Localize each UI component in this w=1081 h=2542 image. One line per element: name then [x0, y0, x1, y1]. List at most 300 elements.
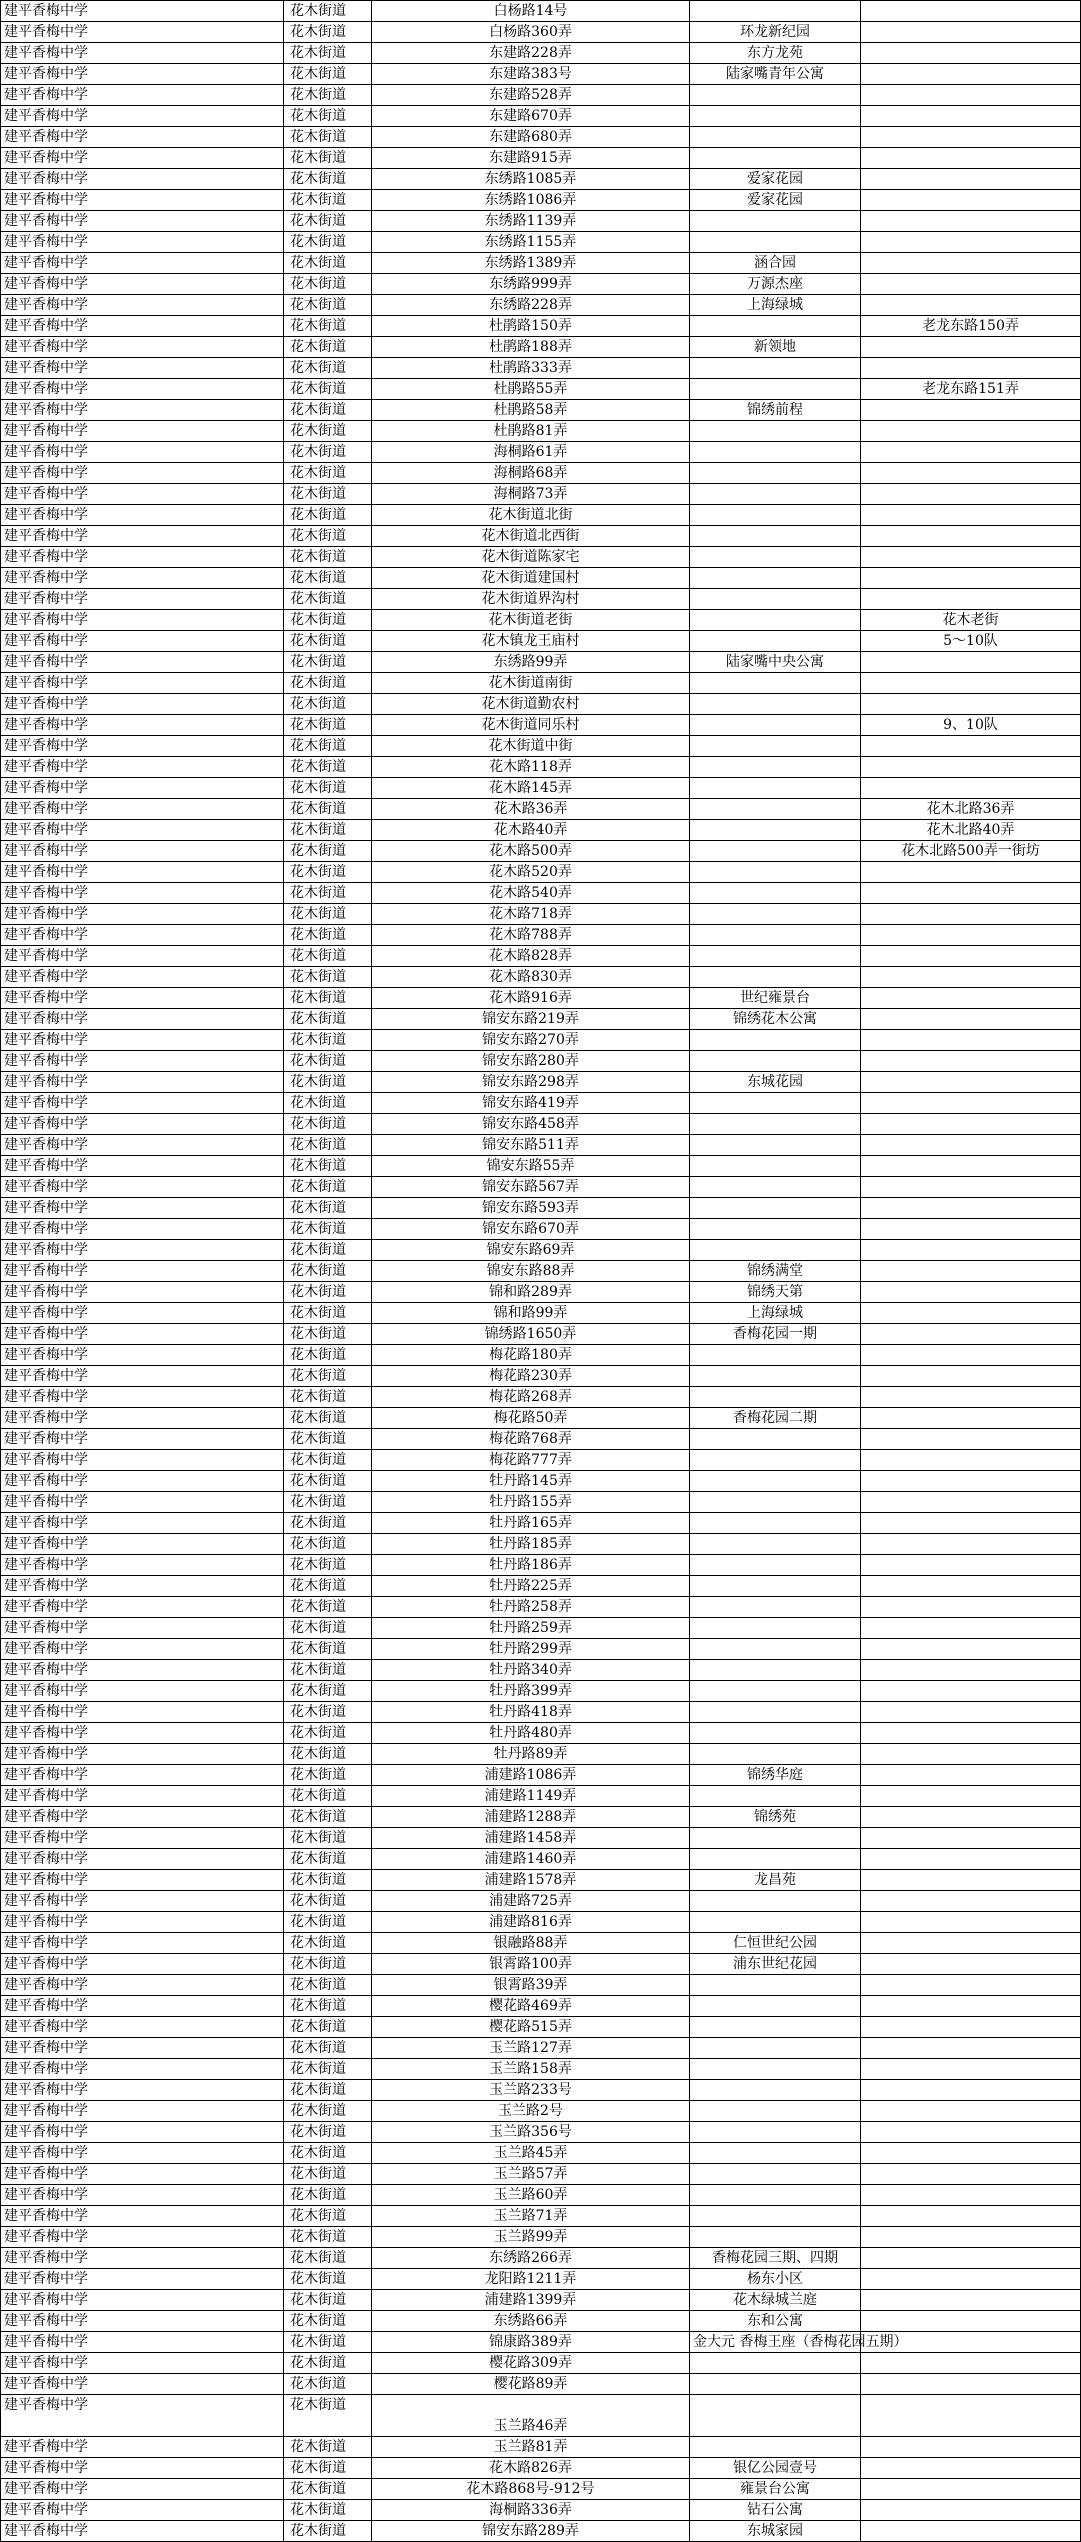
- table-row: [1, 211, 1081, 232]
- alias-cell: [861, 547, 1081, 568]
- street-cell: 花木街道: [284, 1639, 372, 1660]
- school-cell: 建平香梅中学: [1, 232, 284, 253]
- school-cell: 建平香梅中学: [1, 169, 284, 190]
- street-cell: 花木街道: [284, 652, 372, 673]
- street-cell: 花木街道: [284, 2374, 372, 2395]
- alias-cell: [861, 64, 1081, 85]
- address-cell: 牡丹路340弄: [372, 1660, 690, 1681]
- school-cell: 建平香梅中学: [1, 463, 284, 484]
- table-row: [1, 1408, 1081, 1429]
- school-cell: 建平香梅中学: [1, 1114, 284, 1135]
- alias-cell: [861, 2101, 1081, 2122]
- address-cell: 牡丹路258弄: [372, 1597, 690, 1618]
- address-cell: 玉兰路127弄: [372, 2038, 690, 2059]
- address-cell: 牡丹路89弄: [372, 1744, 690, 1765]
- table-row: [1, 2017, 1081, 2038]
- community-cell: [690, 715, 861, 736]
- table-row: [1, 2038, 1081, 2059]
- community-cell: 香梅花园二期: [690, 1408, 861, 1429]
- school-cell: 建平香梅中学: [1, 1891, 284, 1912]
- community-cell: [690, 568, 861, 589]
- address-cell: 玉兰路71弄: [372, 2206, 690, 2227]
- alias-cell: [861, 1807, 1081, 1828]
- table-row: [1, 1324, 1081, 1345]
- community-cell: [690, 2206, 861, 2227]
- table-row: [1, 904, 1081, 925]
- street-cell: 花木街道: [284, 904, 372, 925]
- street-cell: 花木街道: [284, 1093, 372, 1114]
- community-cell: [690, 799, 861, 820]
- table-row: [1, 2437, 1081, 2458]
- table-row: [1, 610, 1081, 631]
- street-cell: 花木街道: [284, 1996, 372, 2017]
- school-cell: 建平香梅中学: [1, 64, 284, 85]
- address-cell: 银霄路100弄: [372, 1954, 690, 1975]
- alias-cell: [861, 1219, 1081, 1240]
- community-cell: [690, 1450, 861, 1471]
- street-cell: 花木街道: [284, 421, 372, 442]
- community-cell: [690, 148, 861, 169]
- alias-cell: [861, 1282, 1081, 1303]
- street-cell: 花木街道: [284, 463, 372, 484]
- table-row: [1, 64, 1081, 85]
- street-cell: 花木街道: [284, 1471, 372, 1492]
- address-cell: 浦建路816弄: [372, 1912, 690, 1933]
- alias-cell: [861, 190, 1081, 211]
- address-cell: 锦康路389弄: [372, 2332, 690, 2353]
- alias-cell: [861, 736, 1081, 757]
- school-cell: 建平香梅中学: [1, 1870, 284, 1891]
- address-cell: 梅花路768弄: [372, 1429, 690, 1450]
- alias-cell: [861, 1429, 1081, 1450]
- table-row: [1, 1555, 1081, 1576]
- street-cell: 花木街道: [284, 1765, 372, 1786]
- address-cell: 锦安东路298弄: [372, 1072, 690, 1093]
- school-cell: 建平香梅中学: [1, 778, 284, 799]
- school-cell: 建平香梅中学: [1, 1702, 284, 1723]
- street-cell: 花木街道: [284, 1975, 372, 1996]
- alias-cell: [861, 22, 1081, 43]
- school-cell: 建平香梅中学: [1, 127, 284, 148]
- school-cell: 建平香梅中学: [1, 1492, 284, 1513]
- address-cell: 东绣路1389弄: [372, 253, 690, 274]
- alias-cell: [861, 1051, 1081, 1072]
- alias-cell: [861, 1240, 1081, 1261]
- table-row: [1, 1, 1081, 22]
- alias-cell: [861, 232, 1081, 253]
- street-cell: 花木街道: [284, 715, 372, 736]
- school-cell: 建平香梅中学: [1, 1429, 284, 1450]
- table-row: [1, 1744, 1081, 1765]
- address-cell: 花木街道北西街: [372, 526, 690, 547]
- community-cell: [690, 2122, 861, 2143]
- school-cell: 建平香梅中学: [1, 1744, 284, 1765]
- table-row: [1, 2311, 1081, 2332]
- table-row: [1, 1450, 1081, 1471]
- community-cell: [690, 673, 861, 694]
- school-cell: 建平香梅中学: [1, 631, 284, 652]
- school-cell: 建平香梅中学: [1, 1723, 284, 1744]
- table-row: [1, 862, 1081, 883]
- table-row: [1, 379, 1081, 400]
- school-cell: 建平香梅中学: [1, 2206, 284, 2227]
- community-cell: [690, 442, 861, 463]
- alias-cell: [861, 1618, 1081, 1639]
- table-row: [1, 820, 1081, 841]
- street-cell: 花木街道: [284, 127, 372, 148]
- table-row: [1, 1114, 1081, 1135]
- alias-cell: [861, 1492, 1081, 1513]
- alias-cell: 花木老街: [861, 610, 1081, 631]
- street-cell: 花木街道: [284, 1534, 372, 1555]
- school-cell: 建平香梅中学: [1, 2122, 284, 2143]
- alias-cell: [861, 2164, 1081, 2185]
- community-cell: [690, 1996, 861, 2017]
- school-cell: 建平香梅中学: [1, 1198, 284, 1219]
- community-cell: [690, 757, 861, 778]
- alias-cell: [861, 2248, 1081, 2269]
- address-cell: 锦安东路458弄: [372, 1114, 690, 1135]
- community-cell: 上海绿城: [690, 295, 861, 316]
- address-cell: 浦建路1086弄: [372, 1765, 690, 1786]
- school-cell: 建平香梅中学: [1, 694, 284, 715]
- address-cell: 杜鹃路333弄: [372, 358, 690, 379]
- alias-cell: [861, 484, 1081, 505]
- community-cell: [690, 379, 861, 400]
- school-cell: 建平香梅中学: [1, 1135, 284, 1156]
- address-cell: 牡丹路155弄: [372, 1492, 690, 1513]
- school-cell: 建平香梅中学: [1, 862, 284, 883]
- address-cell: 梅花路268弄: [372, 1387, 690, 1408]
- alias-cell: [861, 946, 1081, 967]
- school-cell: 建平香梅中学: [1, 1282, 284, 1303]
- alias-cell: [861, 358, 1081, 379]
- address-cell: 牡丹路165弄: [372, 1513, 690, 1534]
- table-row: [1, 1681, 1081, 1702]
- street-cell: 花木街道: [284, 211, 372, 232]
- street-cell: 花木街道: [284, 631, 372, 652]
- table-row: [1, 1429, 1081, 1450]
- table-row: [1, 2080, 1081, 2101]
- street-cell: 花木街道: [284, 22, 372, 43]
- table-row: [1, 799, 1081, 820]
- school-cell: 建平香梅中学: [1, 1471, 284, 1492]
- alias-cell: [861, 274, 1081, 295]
- street-cell: 花木街道: [284, 1198, 372, 1219]
- street-cell: 花木街道: [284, 1513, 372, 1534]
- community-cell: 东方龙苑: [690, 43, 861, 64]
- alias-cell: 9、10队: [861, 715, 1081, 736]
- table-row: [1, 1198, 1081, 1219]
- table-row: [1, 925, 1081, 946]
- address-cell: 樱花路309弄: [372, 2353, 690, 2374]
- table-row: [1, 1135, 1081, 1156]
- address-cell: 东绣路66弄: [372, 2311, 690, 2332]
- community-cell: 东城家园: [690, 2521, 861, 2542]
- community-cell: [690, 1744, 861, 1765]
- street-cell: 花木街道: [284, 2080, 372, 2101]
- table-row: [1, 1051, 1081, 1072]
- address-cell: 花木路500弄: [372, 841, 690, 862]
- address-cell: 东建路228弄: [372, 43, 690, 64]
- community-cell: 龙昌苑: [690, 1870, 861, 1891]
- street-cell: 花木街道: [284, 316, 372, 337]
- community-cell: 万源杰座: [690, 274, 861, 295]
- table-row: [1, 652, 1081, 673]
- street-cell: 花木街道: [284, 85, 372, 106]
- table-row: [1, 1219, 1081, 1240]
- street-cell: 花木街道: [284, 925, 372, 946]
- address-cell: 牡丹路299弄: [372, 1639, 690, 1660]
- address-cell: 花木镇龙王庙村: [372, 631, 690, 652]
- alias-cell: [861, 904, 1081, 925]
- address-cell: 花木路788弄: [372, 925, 690, 946]
- school-cell: 建平香梅中学: [1, 568, 284, 589]
- school-cell: 建平香梅中学: [1, 2353, 284, 2374]
- table-row: [1, 2248, 1081, 2269]
- address-cell: 梅花路180弄: [372, 1345, 690, 1366]
- table-row: [1, 2353, 1081, 2374]
- table-row: [1, 2269, 1081, 2290]
- table-row: [1, 295, 1081, 316]
- address-cell: 浦建路1399弄: [372, 2290, 690, 2311]
- alias-cell: 花木北路36弄: [861, 799, 1081, 820]
- community-cell: 雍景台公寓: [690, 2479, 861, 2500]
- street-cell: 花木街道: [284, 43, 372, 64]
- community-cell: [690, 1366, 861, 1387]
- street-cell: 花木街道: [284, 2122, 372, 2143]
- table-row: [1, 1660, 1081, 1681]
- alias-cell: [861, 463, 1081, 484]
- community-cell: [690, 526, 861, 547]
- alias-cell: [861, 43, 1081, 64]
- table-row: [1, 547, 1081, 568]
- alias-cell: [861, 1324, 1081, 1345]
- street-cell: 花木街道: [284, 1681, 372, 1702]
- table-row: [1, 2395, 1081, 2437]
- table-row: [1, 400, 1081, 421]
- alias-cell: [861, 1744, 1081, 1765]
- alias-cell: [861, 1366, 1081, 1387]
- school-cell: 建平香梅中学: [1, 2374, 284, 2395]
- street-cell: 花木街道: [284, 1660, 372, 1681]
- school-cell: 建平香梅中学: [1, 379, 284, 400]
- alias-cell: [861, 988, 1081, 1009]
- community-cell: [690, 2080, 861, 2101]
- table-row: [1, 1639, 1081, 1660]
- street-cell: 花木街道: [284, 337, 372, 358]
- table-row: [1, 85, 1081, 106]
- school-cell: 建平香梅中学: [1, 1240, 284, 1261]
- community-cell: [690, 1576, 861, 1597]
- street-cell: 花木街道: [284, 820, 372, 841]
- street-cell: 花木街道: [284, 2017, 372, 2038]
- school-cell: 建平香梅中学: [1, 1450, 284, 1471]
- street-cell: 花木街道: [284, 1555, 372, 1576]
- alias-cell: [861, 2395, 1081, 2437]
- community-cell: [690, 1597, 861, 1618]
- community-cell: [690, 946, 861, 967]
- address-cell: 锦安东路219弄: [372, 1009, 690, 1030]
- alias-cell: [861, 2059, 1081, 2080]
- table-row: [1, 1345, 1081, 1366]
- address-cell: 花木街道南街: [372, 673, 690, 694]
- table-row: [1, 2122, 1081, 2143]
- alias-cell: [861, 505, 1081, 526]
- table-row: [1, 1282, 1081, 1303]
- community-cell: [690, 2395, 861, 2437]
- alias-cell: [861, 1660, 1081, 1681]
- alias-cell: [861, 1030, 1081, 1051]
- community-cell: [690, 1702, 861, 1723]
- street-cell: 花木街道: [284, 1828, 372, 1849]
- community-cell: [690, 631, 861, 652]
- table-row: [1, 1366, 1081, 1387]
- community-cell: [690, 2227, 861, 2248]
- address-cell: 东绣路999弄: [372, 274, 690, 295]
- table-row: [1, 1030, 1081, 1051]
- address-cell: 浦建路725弄: [372, 1891, 690, 1912]
- address-cell: 浦建路1149弄: [372, 1786, 690, 1807]
- school-cell: 建平香梅中学: [1, 946, 284, 967]
- table-row: [1, 2185, 1081, 2206]
- table-row: [1, 2521, 1081, 2542]
- school-cell: 建平香梅中学: [1, 337, 284, 358]
- alias-cell: [861, 2479, 1081, 2500]
- community-cell: [690, 211, 861, 232]
- alias-cell: [861, 2206, 1081, 2227]
- street-cell: 花木街道: [284, 2143, 372, 2164]
- school-cell: 建平香梅中学: [1, 295, 284, 316]
- community-cell: 锦绣苑: [690, 1807, 861, 1828]
- community-cell: [690, 1828, 861, 1849]
- address-cell: 花木路826弄: [372, 2458, 690, 2479]
- address-cell: 杜鹃路188弄: [372, 337, 690, 358]
- address-cell: 杜鹃路81弄: [372, 421, 690, 442]
- school-cell: 建平香梅中学: [1, 211, 284, 232]
- street-cell: 花木街道: [284, 1135, 372, 1156]
- address-cell: 樱花路89弄: [372, 2374, 690, 2395]
- alias-cell: 5～10队: [861, 631, 1081, 652]
- community-cell: [690, 1093, 861, 1114]
- table-row: [1, 190, 1081, 211]
- table-row: [1, 1702, 1081, 1723]
- alias-cell: [861, 1093, 1081, 1114]
- school-cell: 建平香梅中学: [1, 1303, 284, 1324]
- community-cell: [690, 463, 861, 484]
- community-cell: 锦绣满堂: [690, 1261, 861, 1282]
- table-row: [1, 1009, 1081, 1030]
- street-cell: 花木街道: [284, 1219, 372, 1240]
- community-cell: 仁恒世纪公园: [690, 1933, 861, 1954]
- table-row: [1, 421, 1081, 442]
- alias-cell: [861, 1765, 1081, 1786]
- table-row: [1, 1807, 1081, 1828]
- community-cell: 爱家花园: [690, 190, 861, 211]
- school-cell: 建平香梅中学: [1, 274, 284, 295]
- table-row: [1, 148, 1081, 169]
- school-cell: 建平香梅中学: [1, 442, 284, 463]
- address-cell: 樱花路469弄: [372, 1996, 690, 2017]
- school-cell: 建平香梅中学: [1, 1576, 284, 1597]
- alias-cell: [861, 862, 1081, 883]
- street-cell: 花木街道: [284, 64, 372, 85]
- street-cell: 花木街道: [284, 1366, 372, 1387]
- street-cell: 花木街道: [284, 1408, 372, 1429]
- table-row: [1, 1786, 1081, 1807]
- address-cell: 花木路830弄: [372, 967, 690, 988]
- address-cell: 花木街道中街: [372, 736, 690, 757]
- table-row: [1, 757, 1081, 778]
- address-cell: 花木路520弄: [372, 862, 690, 883]
- address-cell: 玉兰路46弄: [372, 2395, 690, 2437]
- community-cell: [690, 1198, 861, 1219]
- street-cell: 花木街道: [284, 1891, 372, 1912]
- address-cell: 玉兰路158弄: [372, 2059, 690, 2080]
- address-cell: 东建路670弄: [372, 106, 690, 127]
- street-cell: 花木街道: [284, 253, 372, 274]
- community-cell: [690, 2101, 861, 2122]
- table-row: [1, 127, 1081, 148]
- street-cell: 花木街道: [284, 1912, 372, 1933]
- address-cell: 花木街道界沟村: [372, 589, 690, 610]
- address-cell: 锦安东路670弄: [372, 1219, 690, 1240]
- school-cell: 建平香梅中学: [1, 43, 284, 64]
- table-row: [1, 484, 1081, 505]
- street-cell: 花木街道: [284, 295, 372, 316]
- school-cell: 建平香梅中学: [1, 2185, 284, 2206]
- alias-cell: [861, 2521, 1081, 2542]
- community-cell: [690, 2059, 861, 2080]
- table-row: [1, 1870, 1081, 1891]
- table-row: [1, 2101, 1081, 2122]
- community-cell: [690, 925, 861, 946]
- address-cell: 海桐路61弄: [372, 442, 690, 463]
- street-cell: 花木街道: [284, 778, 372, 799]
- community-cell: [690, 1639, 861, 1660]
- address-cell: 花木路828弄: [372, 946, 690, 967]
- school-cell: 建平香梅中学: [1, 85, 284, 106]
- table-row: [1, 1975, 1081, 1996]
- alias-cell: [861, 1576, 1081, 1597]
- table-row: [1, 736, 1081, 757]
- table-row: [1, 1177, 1081, 1198]
- address-cell: 牡丹路225弄: [372, 1576, 690, 1597]
- street-cell: 花木街道: [284, 2269, 372, 2290]
- street-cell: 花木街道: [284, 1702, 372, 1723]
- school-cell: 建平香梅中学: [1, 2290, 284, 2311]
- address-cell: 锦安东路88弄: [372, 1261, 690, 1282]
- school-cell: 建平香梅中学: [1, 1828, 284, 1849]
- alias-cell: [861, 148, 1081, 169]
- school-cell: 建平香梅中学: [1, 988, 284, 1009]
- table-row: [1, 883, 1081, 904]
- table-row: [1, 442, 1081, 463]
- community-cell: [690, 1387, 861, 1408]
- community-cell: [690, 505, 861, 526]
- community-cell: [690, 358, 861, 379]
- community-cell: [690, 1786, 861, 1807]
- school-cell: 建平香梅中学: [1, 316, 284, 337]
- address-cell: 玉兰路356号: [372, 2122, 690, 2143]
- address-cell: 牡丹路145弄: [372, 1471, 690, 1492]
- school-cell: 建平香梅中学: [1, 400, 284, 421]
- address-cell: 东绣路1155弄: [372, 232, 690, 253]
- address-cell: 牡丹路480弄: [372, 1723, 690, 1744]
- alias-cell: [861, 253, 1081, 274]
- alias-cell: 老龙东路150弄: [861, 316, 1081, 337]
- table-row: [1, 1387, 1081, 1408]
